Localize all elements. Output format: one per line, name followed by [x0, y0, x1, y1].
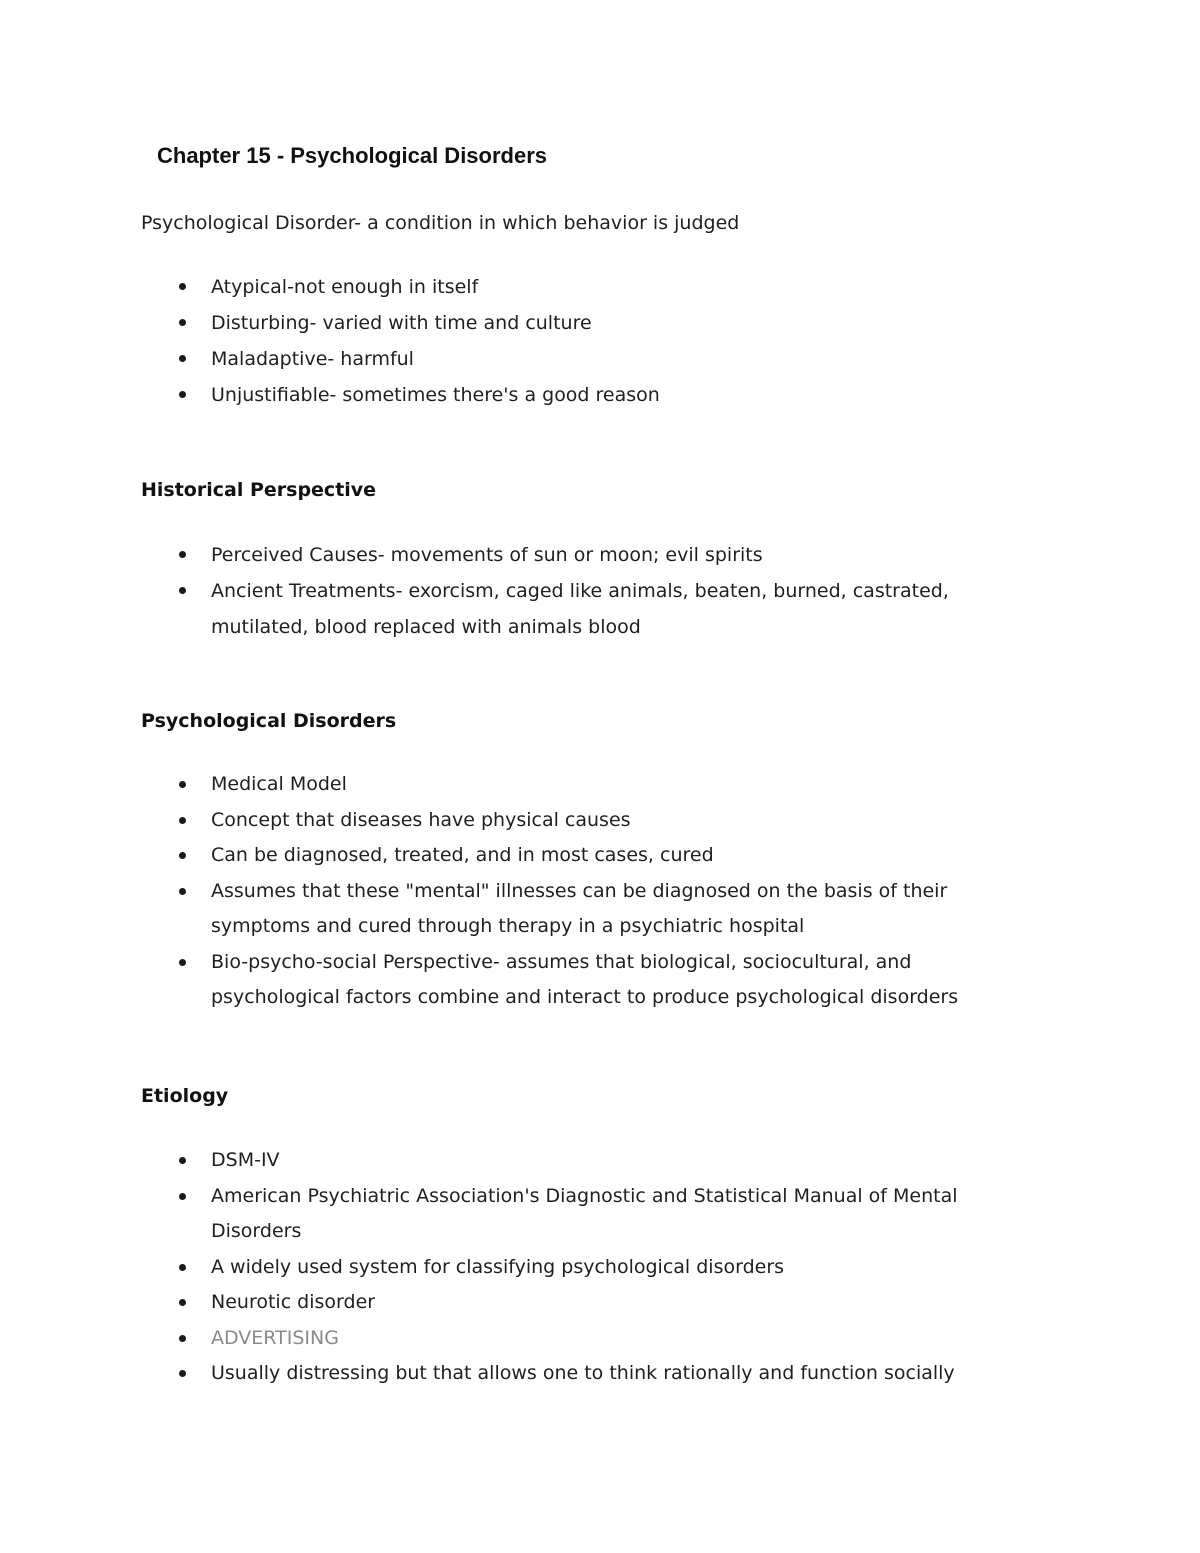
bullet-icon: [179, 1264, 186, 1271]
bullet-icon: [179, 1370, 186, 1377]
disorders-bullet-list: [141, 767, 1001, 1016]
etiology-bullet-list: [141, 1143, 1001, 1392]
list-item: Disturbing- varied with time and culture: [141, 305, 1001, 341]
bullet-icon: [179, 587, 186, 594]
bullet-icon: [179, 959, 186, 966]
list-item: Ancient Treatments- exorcism, caged like animals, beaten, burned, castrated, mutilated, blood replaced with animals blood: [141, 573, 1001, 645]
list-item: Perceived Causes- movements of sun or moon; evil spirits: [141, 537, 1001, 573]
list-item: Usually distressing but that allows one to think rationally and function socially: [141, 1356, 1001, 1392]
bullet-icon: [179, 1193, 186, 1200]
list-item: Concept that diseases have physical causes: [141, 803, 1001, 839]
advertising-label: ADVERTISING: [211, 1326, 339, 1349]
bullet-icon: [179, 1299, 186, 1306]
bullet-icon: [179, 1335, 186, 1342]
list-item: Unjustifiable- sometimes there's a good reason: [141, 377, 1001, 413]
section-heading-etiology: Etiology: [141, 1085, 229, 1107]
historical-bullet-list: [141, 537, 1001, 645]
bullet-icon: [179, 817, 186, 824]
bullet-icon: [179, 1157, 186, 1164]
list-item: A widely used system for classifying psychological disorders: [141, 1250, 1001, 1286]
list-item: Can be diagnosed, treated, and in most cases, cured: [141, 838, 1001, 874]
bullet-icon: [179, 355, 186, 362]
bullet-icon: [179, 852, 186, 859]
bullet-icon: [179, 551, 186, 558]
section-heading-historical: Historical Perspective: [141, 479, 377, 501]
list-item: Atypical-not enough in itself: [141, 269, 1001, 305]
intro-bullet-list: [141, 269, 1001, 413]
list-item: DSM-IV: [141, 1143, 1001, 1179]
bullet-icon: [179, 319, 186, 326]
intro-definition: Psychological Disorder- a condition in which behavior is judged: [141, 212, 740, 234]
list-item: Neurotic disorder: [141, 1285, 1001, 1321]
bullet-icon: [179, 781, 186, 788]
advertising-list-item: [141, 1321, 1001, 1357]
section-heading-psychological-disorders: Psychological Disorders: [141, 710, 397, 732]
list-item: Bio-psycho-social Perspective- assumes that biological, sociocultural, and psychological factors combine and interact to produce psychological disorders: [141, 945, 1001, 1016]
list-item: Medical Model: [141, 767, 1001, 803]
document-title: Chapter 15 - Psychological Disorders: [157, 143, 548, 168]
bullet-icon: [179, 283, 186, 290]
bullet-icon: [179, 888, 186, 895]
list-item: American Psychiatric Association's Diagnostic and Statistical Manual of Mental Disorders: [141, 1179, 1001, 1250]
list-item: Maladaptive- harmful: [141, 341, 1001, 377]
list-item: Assumes that these "mental" illnesses can be diagnosed on the basis of their symptoms and cured through therapy in a psychiatric hospital: [141, 874, 1001, 945]
bullet-icon: [179, 391, 186, 398]
